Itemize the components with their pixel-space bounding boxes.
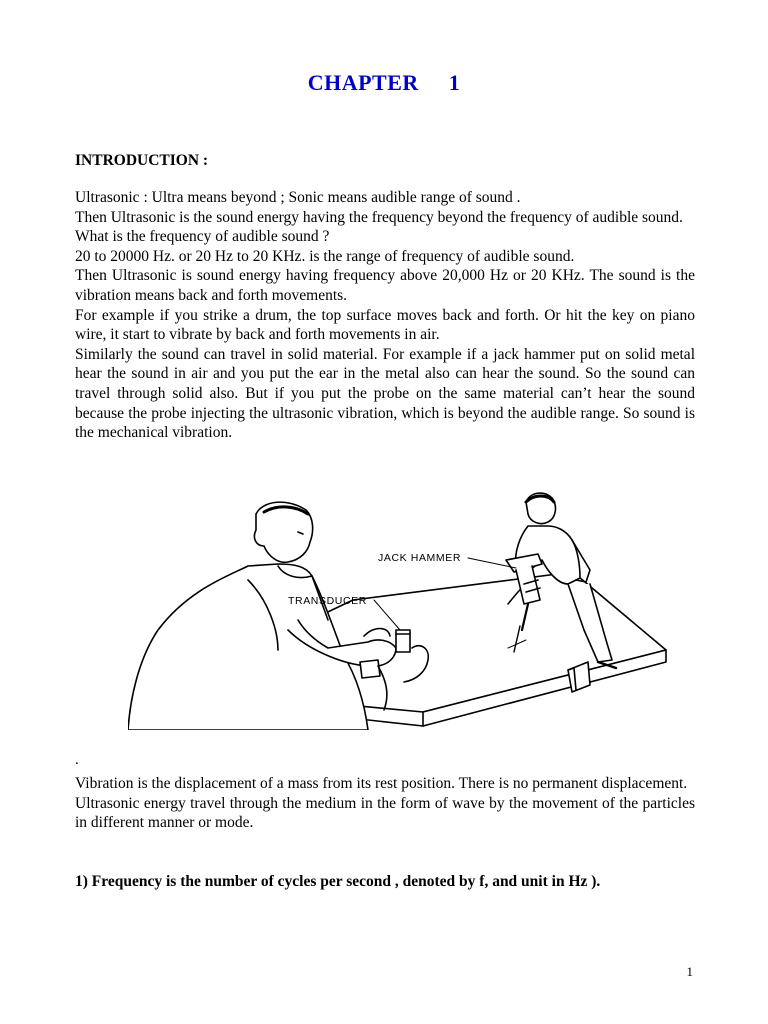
stray-dot: . bbox=[75, 752, 79, 768]
chapter-title bbox=[0, 70, 768, 96]
label-transducer: TRANSDUCER bbox=[288, 595, 367, 607]
numbered-item: 1) Frequency is the number of cycles per second , denoted by f, and unit in Hz ). bbox=[75, 873, 601, 890]
paragraph: Vibration is the displacement of a mass from its rest position. There is no permanent displacement. bbox=[75, 775, 688, 792]
paragraph: Ultrasonic : Ultra means beyond ; Sonic means audible range of sound . bbox=[75, 189, 521, 206]
intro-text-block bbox=[75, 188, 695, 443]
jack-hammer-transducer-illustration bbox=[128, 480, 668, 730]
vibration-text-block bbox=[75, 774, 695, 833]
paragraph: For example if you strike a drum, the top surface moves back and forth. Or hit the key on piano wire, it start to vibrate by back and forth movements in air. bbox=[75, 306, 695, 344]
paragraph: Similarly the sound can travel in solid material. For example if a jack hammer put on solid metal hear the sound in air and you put the ear in the metal also can hear the sound. So the sound can travel through solid also. But if you put the probe on the same material can’t hear the sound because the probe injecting the ultrasonic vibration, which is beyond the audible range. So sound is the mechanical vibration. bbox=[75, 345, 695, 442]
section-heading: INTRODUCTION : bbox=[75, 152, 209, 169]
chapter-word: CHAPTER bbox=[307, 70, 419, 95]
paragraph: 20 to 20000 Hz. or 20 Hz to 20 KHz. is the range of frequency of audible sound. bbox=[75, 247, 575, 265]
paragraph: Ultrasonic energy travel through the medium in the form of wave by the movement of the particles in different manner or mode. bbox=[75, 794, 695, 832]
chapter-number: 1 bbox=[448, 70, 461, 95]
paragraph: What is the frequency of audible sound ? bbox=[75, 228, 330, 246]
paragraph: Then Ultrasonic is the sound energy having the frequency beyond the frequency of audible sound. bbox=[75, 208, 683, 226]
label-jack-hammer: JACK HAMMER bbox=[378, 552, 462, 564]
paragraph: Then Ultrasonic is sound energy having frequency above 20,000 Hz or 20 KHz. The sound is the vibration means back and forth movements. bbox=[75, 267, 695, 304]
page-number: 1 bbox=[686, 964, 693, 979]
